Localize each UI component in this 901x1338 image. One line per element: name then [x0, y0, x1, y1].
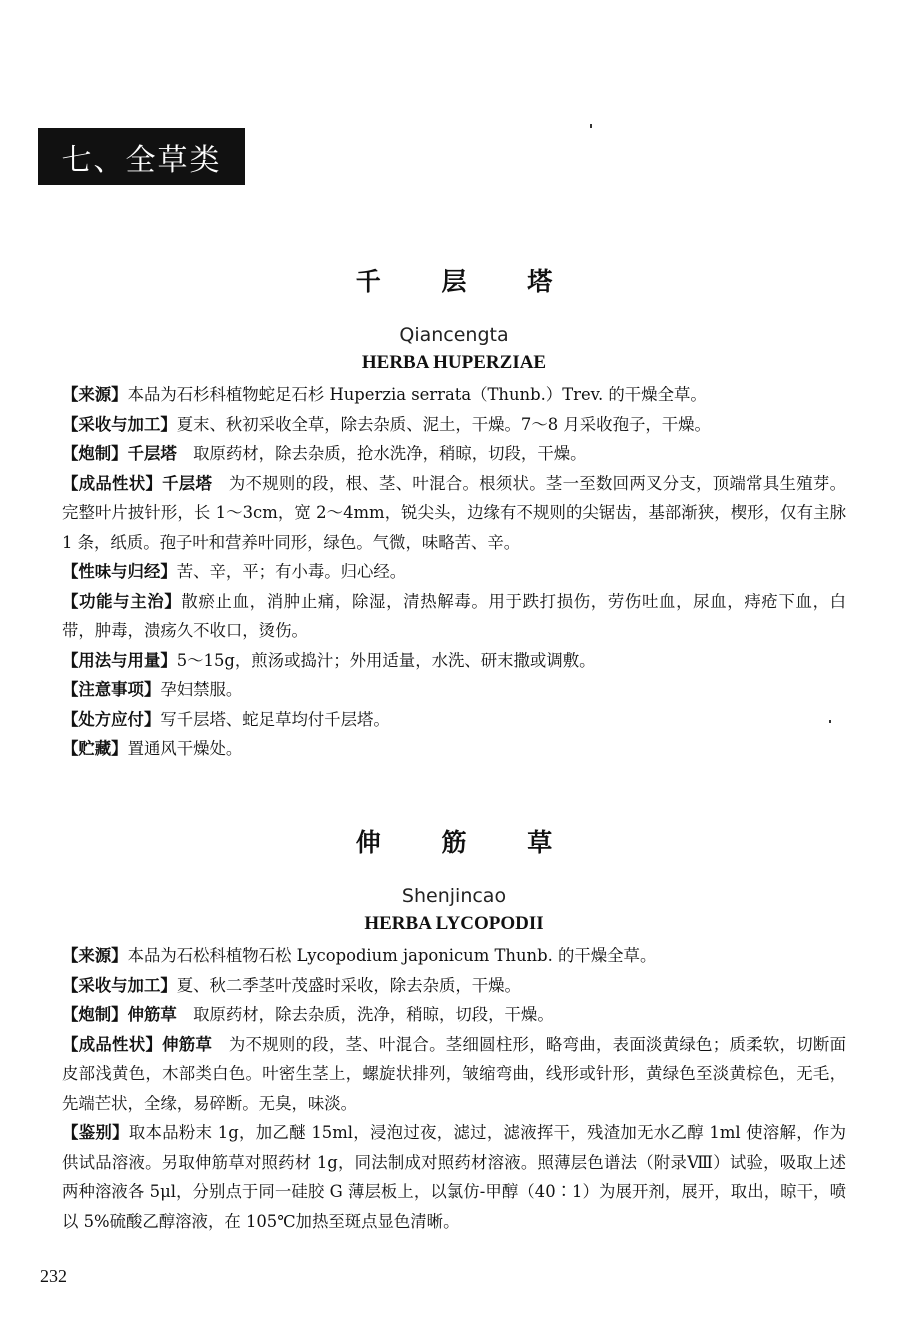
entry-title: 伸 筋 草 — [355, 828, 579, 857]
entry-shenjincao — [62, 823, 846, 1236]
entry-latin-name: HERBA LYCOPODII — [364, 913, 544, 934]
page-number: 232 — [40, 1266, 67, 1286]
chapter-title: 七、全草类 — [61, 142, 222, 178]
paragraph-processing: 【炮制】伸筋草 取原药材，除去杂质，洗净，稍晾，切段，干燥。 — [62, 1005, 554, 1024]
paragraph-harvest: 【采收与加工】夏、秋二季茎叶茂盛时采收，除去杂质，干燥。 — [62, 975, 521, 995]
entry-pinyin: Qiancengta — [399, 324, 509, 346]
entry-qiancengta — [62, 262, 846, 764]
paragraph-dosage: 【用法与用量】5～15g，煎汤或捣汁；外用适量，水洗、研末撒或调敷。 — [62, 650, 596, 670]
paragraph-source: 【来源】本品为石松科植物石松 Lycopodium japonicum Thunb. 的干燥全草。 — [62, 946, 657, 965]
scan-speck — [590, 124, 592, 128]
chapter-banner — [38, 128, 245, 185]
paragraph-prescription: 【处方应付】写千层塔、蛇足草均付千层塔。 — [62, 709, 390, 729]
entry-body — [62, 380, 846, 764]
paragraph-characteristics: 【成品性状】千层塔 为不规则的段，根、茎、叶混合。根须状。茎一至数回两叉分支，顶端常具生殖芽。完整叶片披针形，长 1～3cm，宽 2～4mm，锐尖头，边缘有不规则的尖锯齿，基部渐狭，楔形，仅有主脉 1 条，纸质。孢子叶和营养叶同形，绿色。气微，味略苦、辛。 — [62, 473, 847, 552]
entry-body — [62, 941, 846, 1236]
entry-title: 千 层 塔 — [355, 267, 579, 296]
paragraph-harvest: 【采收与加工】夏末、秋初采收全草，除去杂质、泥土，干燥。7～8 月采收孢子，干燥。 — [62, 414, 711, 434]
paragraph-characteristics: 【成品性状】伸筋草 为不规则的段，茎、叶混合。茎细圆柱形，略弯曲，表面淡黄绿色；质柔软，切断面皮部浅黄色，木部类白色。叶密生茎上，螺旋状排列，皱缩弯曲，线形或针形，黄绿色至淡黄棕色，无毛，先端芒状，全缘，易碎断。无臭，味淡。 — [62, 1034, 847, 1113]
paragraph-identification: 【鉴别】取本品粉末 1g，加乙醚 15ml，浸泡过夜，滤过，滤液挥干，残渣加无水乙醇 1ml 使溶解，作为供试品溶液。另取伸筋草对照药材 1g，同法制成对照药材溶液。照薄层色谱法（附录Ⅷ）试验，吸取上述两种溶液各 5μl，分别点于同一硅胶 G 薄层板上，以氯仿-甲醇（40∶1）为展开剂，展开，取出，晾干，喷以 5%硫酸乙醇溶液，在 105℃加热至斑点显色清晰。 — [62, 1123, 847, 1231]
paragraph-precautions: 【注意事项】孕妇禁服。 — [62, 680, 243, 699]
paragraph-source: 【来源】本品为石杉科植物蛇足石杉 Huperzia serrata（Thunb.）Trev. 的干燥全草。 — [62, 385, 707, 404]
paragraph-processing: 【炮制】千层塔 取原药材，除去杂质，抢水洗净，稍晾，切段，干燥。 — [62, 444, 587, 463]
paragraph-storage: 【贮藏】置通风干燥处。 — [62, 739, 243, 758]
entry-pinyin: Shenjincao — [401, 885, 507, 907]
paragraph-function: 【功能与主治】散瘀止血，消肿止痛，除湿，清热解毒。用于跌打损伤，劳伤吐血，尿血，痔疮下血，白带，肿毒，溃疡久不收口，烫伤。 — [62, 591, 847, 640]
paragraph-nature: 【性味与归经】苦、辛，平；有小毒。归心经。 — [62, 562, 407, 581]
entry-latin-name: HERBA HUPERZIAE — [361, 352, 547, 373]
